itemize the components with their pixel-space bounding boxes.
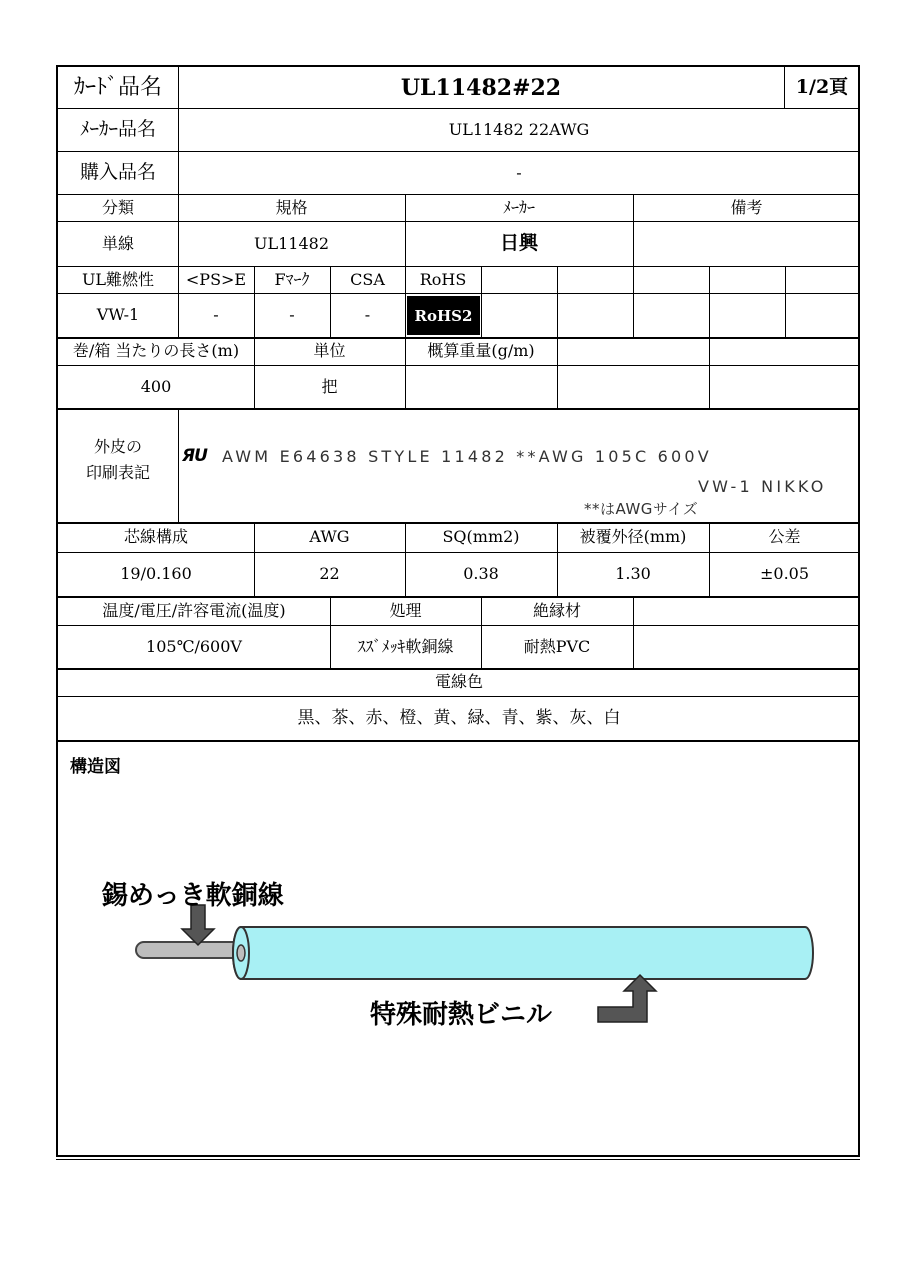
tolerance-value: ±0.05 bbox=[759, 564, 810, 583]
ul-flammability-header: UL難燃性 bbox=[81, 269, 155, 289]
rating-header: 温度/電圧/許容電流(温度) bbox=[102, 600, 286, 620]
arrow-up-icon bbox=[598, 975, 656, 1022]
strand-value: 19/0.160 bbox=[120, 564, 192, 583]
conductor-core bbox=[136, 942, 248, 958]
card-name-label: ｶｰﾄﾞ品名 bbox=[73, 74, 162, 100]
insulation-callout: 特殊耐熱ビニル bbox=[370, 1000, 553, 1030]
printing-label-line1: 外皮の bbox=[93, 437, 142, 456]
weight-header: 概算重量(g/m) bbox=[427, 341, 535, 360]
wire-color-value: 黒、茶、赤、橙、黄、緑、青、紫、灰、白 bbox=[297, 707, 621, 728]
rating-value: 105℃/600V bbox=[146, 636, 242, 656]
wire-color-header: 電線色 bbox=[434, 672, 483, 691]
remarks-header: 備考 bbox=[730, 197, 763, 217]
insulation-header: 絶縁材 bbox=[532, 600, 581, 620]
outer-diameter-header: 被覆外径(mm) bbox=[579, 527, 687, 546]
unit-value: 把 bbox=[321, 376, 338, 396]
spec-card bbox=[56, 65, 860, 1157]
purchase-name-value: - bbox=[516, 162, 522, 182]
purchase-name-label: 購入品名 bbox=[79, 161, 156, 183]
printing-label-line2: 印刷表記 bbox=[85, 463, 150, 482]
length-per-reel-value: 400 bbox=[140, 376, 172, 396]
treatment-header: 処理 bbox=[389, 600, 422, 620]
classification-header: 分類 bbox=[101, 197, 134, 217]
conductor-end bbox=[237, 945, 245, 961]
strand-header: 芯線構成 bbox=[123, 527, 188, 546]
length-per-reel-header: 巻/箱 当たりの長さ(m) bbox=[72, 341, 240, 360]
treatment-value: ｽｽﾞﾒｯｷ軟銅線 bbox=[357, 636, 454, 656]
conductor-callout: 錫めっき軟銅線 bbox=[102, 881, 284, 911]
tolerance-header: 公差 bbox=[768, 527, 801, 546]
pse-value: - bbox=[213, 305, 219, 324]
remarks-value bbox=[633, 221, 860, 266]
f-mark-value: - bbox=[289, 305, 295, 324]
maker-name-value: UL11482 22AWG bbox=[448, 119, 590, 139]
awg-header: AWG bbox=[309, 527, 350, 546]
insulation-jacket bbox=[233, 927, 813, 979]
maker-header: ﾒｰｶｰ bbox=[502, 197, 535, 217]
rohs2-badge: RoHS2 bbox=[407, 296, 480, 335]
csa-value: - bbox=[364, 305, 371, 324]
printing-note: **はAWGサイズ bbox=[584, 500, 699, 518]
csa-header: CSA bbox=[350, 269, 385, 289]
outer-diameter-value: 1.30 bbox=[615, 564, 651, 583]
pse-header: <PS>E bbox=[185, 269, 247, 289]
insulation-value: 耐熱PVC bbox=[523, 636, 591, 656]
ul-recognized-mark-icon: ЯU bbox=[182, 446, 207, 466]
awg-value: 22 bbox=[319, 564, 340, 583]
maker-name-label: ﾒｰｶｰ品名 bbox=[79, 118, 156, 140]
diagram-title: 構造図 bbox=[70, 756, 121, 777]
printing-line1: AWM E64638 STYLE 11482 **AWG 105C 600V bbox=[222, 447, 712, 466]
standard-value: UL11482 bbox=[253, 233, 329, 253]
printing-line2: VW-1 NIKKO bbox=[698, 477, 827, 496]
sq-value: 0.38 bbox=[463, 564, 499, 583]
maker-value: 日興 bbox=[499, 232, 538, 254]
unit-header: 単位 bbox=[313, 341, 346, 360]
page-number: 1/2頁 bbox=[795, 76, 849, 98]
f-mark-header: Fﾏｰｸ bbox=[274, 269, 310, 289]
weight-value bbox=[405, 365, 557, 408]
ul-flammability-value: VW-1 bbox=[96, 305, 140, 324]
classification-value: 単線 bbox=[101, 233, 134, 253]
card-name: UL11482#22 bbox=[400, 74, 562, 101]
standard-header: 規格 bbox=[275, 197, 308, 217]
rohs-header: RoHS bbox=[419, 269, 467, 289]
sq-header: SQ(mm2) bbox=[442, 527, 520, 546]
